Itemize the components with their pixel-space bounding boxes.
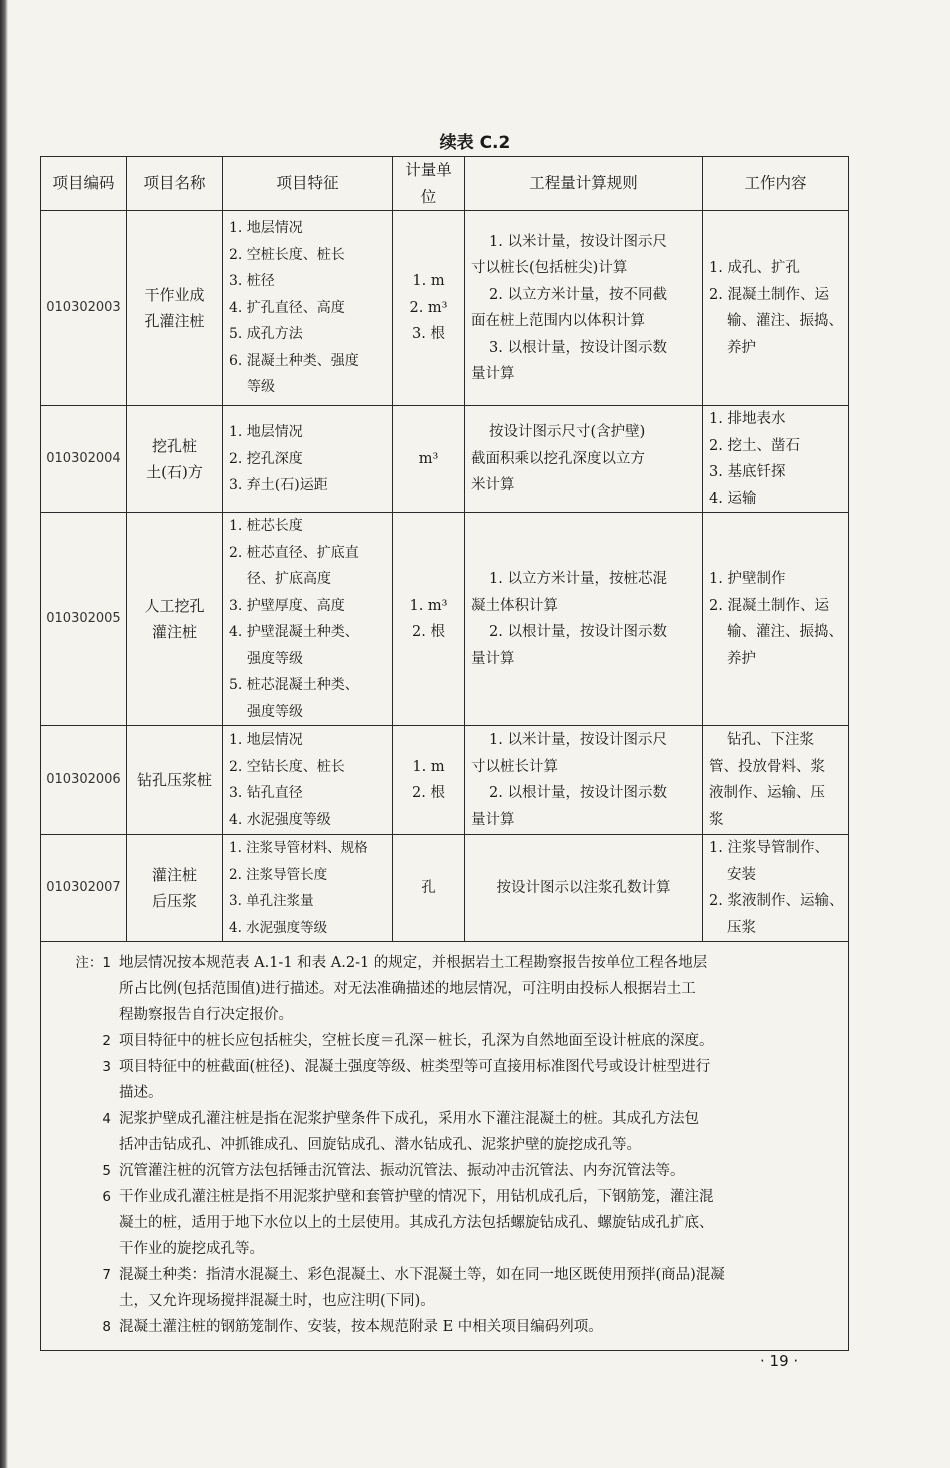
item-rules: 1. 以米计量，按设计图示尺 寸以桩长(包括桩尖)计算 2. 以立方米计量，按不同截 面在桩上范围内以体积计算 3. 以根计量，按设计图示数 量计算 xyxy=(465,211,703,406)
note-item: 2 项目特征中的桩长应包括桩尖，空桩长度＝孔深－桩长，孔深为自然地面至设计桩底的深度。 xyxy=(102,1033,714,1049)
table-header-row xyxy=(41,157,849,211)
item-code: 010302006 xyxy=(41,726,127,835)
item-unit: 1. m 2. m³ 3. 根 xyxy=(393,211,465,406)
item-features: 1. 地层情况 2. 空钻长度、桩长 3. 钻孔直径 4. 水泥强度等级 xyxy=(223,726,393,835)
item-name: 钻孔压浆桩 xyxy=(127,726,223,835)
table-row xyxy=(41,835,849,942)
item-name: 干作业成 孔灌注桩 xyxy=(127,211,223,406)
item-code: 010302004 xyxy=(41,406,127,513)
item-work: 1. 护壁制作 2. 混凝土制作、运 输、灌注、振捣、 养护 xyxy=(703,513,849,726)
note-item: 8 混凝土灌注桩的钢筋笼制作、安装，按本规范附录 E 中相关项目编码列项。 xyxy=(102,1319,603,1335)
specification-table xyxy=(40,156,849,1351)
item-unit: 1. m 2. 根 xyxy=(393,726,465,835)
note-item: 7 混凝土种类：指清水混凝土、彩色混凝土、水下混凝土等，如在同一地区既使用预拌(商品)混凝 土，又允许现场搅拌混凝土时，也应注明(下同)。 xyxy=(102,1267,725,1309)
item-work: 1. 注浆导管制作、 安装 2. 浆液制作、运输、 压浆 xyxy=(703,835,849,942)
table-row xyxy=(41,211,849,406)
header-rules: 工程量计算规则 xyxy=(465,157,703,211)
item-rules: 按设计图示尺寸(含护壁) 截面积乘以挖孔深度以立方 米计算 xyxy=(465,406,703,513)
item-features: 1. 地层情况 2. 挖孔深度 3. 弃土(石)运距 xyxy=(223,406,393,513)
page-number: · 19 · xyxy=(760,1352,799,1370)
notes-cell xyxy=(41,942,849,1351)
item-features: 1. 桩芯长度 2. 桩芯直径、扩底直 径、扩底高度 3. 护壁厚度、高度 4. 护壁混凝土种类、 强度等级 5. 桩芯混凝土种类、 强度等级 xyxy=(223,513,393,726)
note-item: 5 沉管灌注桩的沉管方法包括锤击沉管法、振动沉管法、振动冲击沉管法、内夯沉管法等。 xyxy=(102,1163,685,1179)
table-row xyxy=(41,513,849,726)
header-work: 工作内容 xyxy=(703,157,849,211)
item-code: 010302007 xyxy=(41,835,127,942)
item-code: 010302005 xyxy=(41,513,127,726)
item-unit: 1. m³ 2. 根 xyxy=(393,513,465,726)
item-rules: 按设计图示以注浆孔数计算 xyxy=(465,835,703,942)
item-name: 挖孔桩 土(石)方 xyxy=(127,406,223,513)
item-features: 1. 注浆导管材料、规格 2. 注浆导管长度 3. 单孔注浆量 4. 水泥强度等级 xyxy=(223,835,393,942)
item-work: 钻孔、下注浆 管、投放骨料、浆 液制作、运输、压 浆 xyxy=(703,726,849,835)
item-rules: 1. 以米计量，按设计图示尺 寸以桩长计算 2. 以根计量，按设计图示数 量计算 xyxy=(465,726,703,835)
item-unit: m³ xyxy=(393,406,465,513)
note-item: 4 泥浆护壁成孔灌注桩是指在泥浆护壁条件下成孔，采用水下灌注混凝土的桩。其成孔方法包 括冲击钻成孔、冲抓锥成孔、回旋钻成孔、潜水钻成孔、泥浆护壁的旋挖成孔等。 xyxy=(102,1111,699,1153)
item-rules: 1. 以立方米计量，按桩芯混 凝土体积计算 2. 以根计量，按设计图示数 量计算 xyxy=(465,513,703,726)
item-work: 1. 排地表水 2. 挖土、凿石 3. 基底钎探 4. 运输 xyxy=(703,406,849,513)
item-name: 人工挖孔 灌注桩 xyxy=(127,513,223,726)
header-code: 项目编码 xyxy=(41,157,127,211)
item-work: 1. 成孔、扩孔 2. 混凝土制作、运 输、灌注、振捣、 养护 xyxy=(703,211,849,406)
note-item: 6 干作业成孔灌注桩是指不用泥浆护壁和套管护壁的情况下，用钻机成孔后，下钢筋笼，灌注混 凝土的桩，适用于地下水位以上的土层使用。其成孔方法包括螺旋钻成孔、螺旋钻成孔扩底、 干作业的旋挖成孔等。 xyxy=(102,1189,714,1257)
note-item: 注：1 地层情况按本规范表 A.1-1 和表 A.2-1 的规定，并根据岩土工程勘察报告按单位工程各地层 所占比例(包括范围值)进行描述。对无法准确描述的地层情况，可注明由投标人根据岩土工 程勘察报告自行决定报价。 xyxy=(75,955,708,1023)
table-title: 续表 C.2 xyxy=(439,133,511,153)
item-code: 010302003 xyxy=(41,211,127,406)
header-unit: 计量单位 xyxy=(393,157,465,211)
item-unit: 孔 xyxy=(393,835,465,942)
item-name: 灌注桩 后压浆 xyxy=(127,835,223,942)
header-name: 项目名称 xyxy=(127,157,223,211)
item-features: 1. 地层情况 2. 空桩长度、桩长 3. 桩径 4. 扩孔直径、高度 5. 成孔方法 6. 混凝土种类、强度 等级 xyxy=(223,211,393,406)
header-features: 项目特征 xyxy=(223,157,393,211)
table-row xyxy=(41,726,849,835)
scan-edge-shadow xyxy=(0,0,8,1468)
note-item: 3 项目特征中的桩截面(桩径)、混凝土强度等级、桩类型等可直接用标准图代号或设计桩型进行 描述。 xyxy=(102,1059,711,1101)
notes-row xyxy=(41,942,849,1351)
table-row xyxy=(41,406,849,513)
